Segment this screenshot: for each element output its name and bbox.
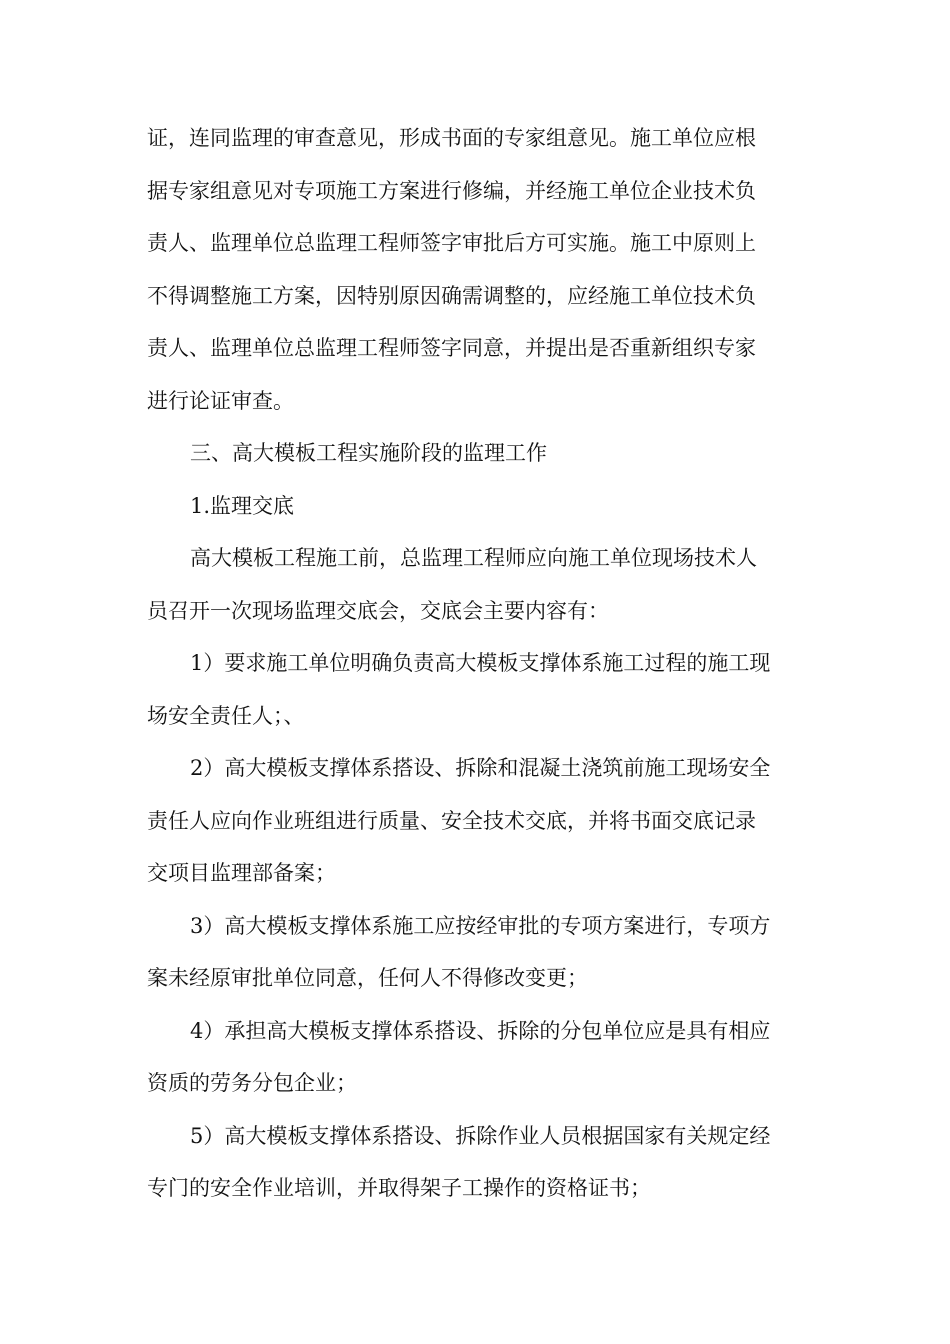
list-item-line: 3）高大模板支撑体系施工应按经审批的专项方案进行，专项方 [190,913,771,938]
list-item-line: 5）高大模板支撑体系搭设、拆除作业人员根据国家有关规定经 [190,1123,771,1148]
section-heading: 三、高大模板工程实施阶段的监理工作 [190,441,547,465]
text-line: 高大模板工程施工前，总监理工程师应向施工单位现场技术人 [190,546,757,570]
text-line: 进行论证审查。 [147,388,294,413]
document-body [147,112,807,1215]
text-line: 据专家组意见对专项施工方案进行修编，并经施工单位企业技术负 [147,178,756,203]
subsection-heading: 1.监理交底 [190,493,295,518]
list-item-line: 交项目监理部备案； [147,861,336,885]
list-item-line: 2）高大模板支撑体系搭设、拆除和混凝土浇筑前施工现场安全 [190,756,771,780]
list-item-line: 专门的安全作业培训，并取得架子工操作的资格证书； [147,1176,651,1200]
list-item-line: 1）要求施工单位明确负责高大模板支撑体系施工过程的施工现 [190,651,771,675]
list-item-line: 责任人应向作业班组进行质量、安全技术交底，并将书面交底记录 [147,808,756,833]
list-item-line: 案未经原审批单位同意，任何人不得修改变更； [147,966,588,990]
list-item-line: 4）承担高大模板支撑体系搭设、拆除的分包单位应是具有相应 [190,1018,771,1043]
text-line: 责人、监理单位总监理工程师签字同意，并提出是否重新组织专家 [147,336,756,360]
text-line: 责人、监理单位总监理工程师签字审批后方可实施。施工中原则上 [147,231,756,255]
text-line: 员召开一次现场监理交底会，交底会主要内容有： [147,598,609,623]
list-item-line: 资质的劳务分包企业； [147,1071,357,1095]
list-item-line: 场安全责任人；、 [147,703,305,728]
text-line: 证，连同监理的审查意见，形成书面的专家组意见。施工单位应根 [147,126,756,150]
text-line: 不得调整施工方案，因特别原因确需调整的，应经施工单位技术负 [147,283,756,308]
